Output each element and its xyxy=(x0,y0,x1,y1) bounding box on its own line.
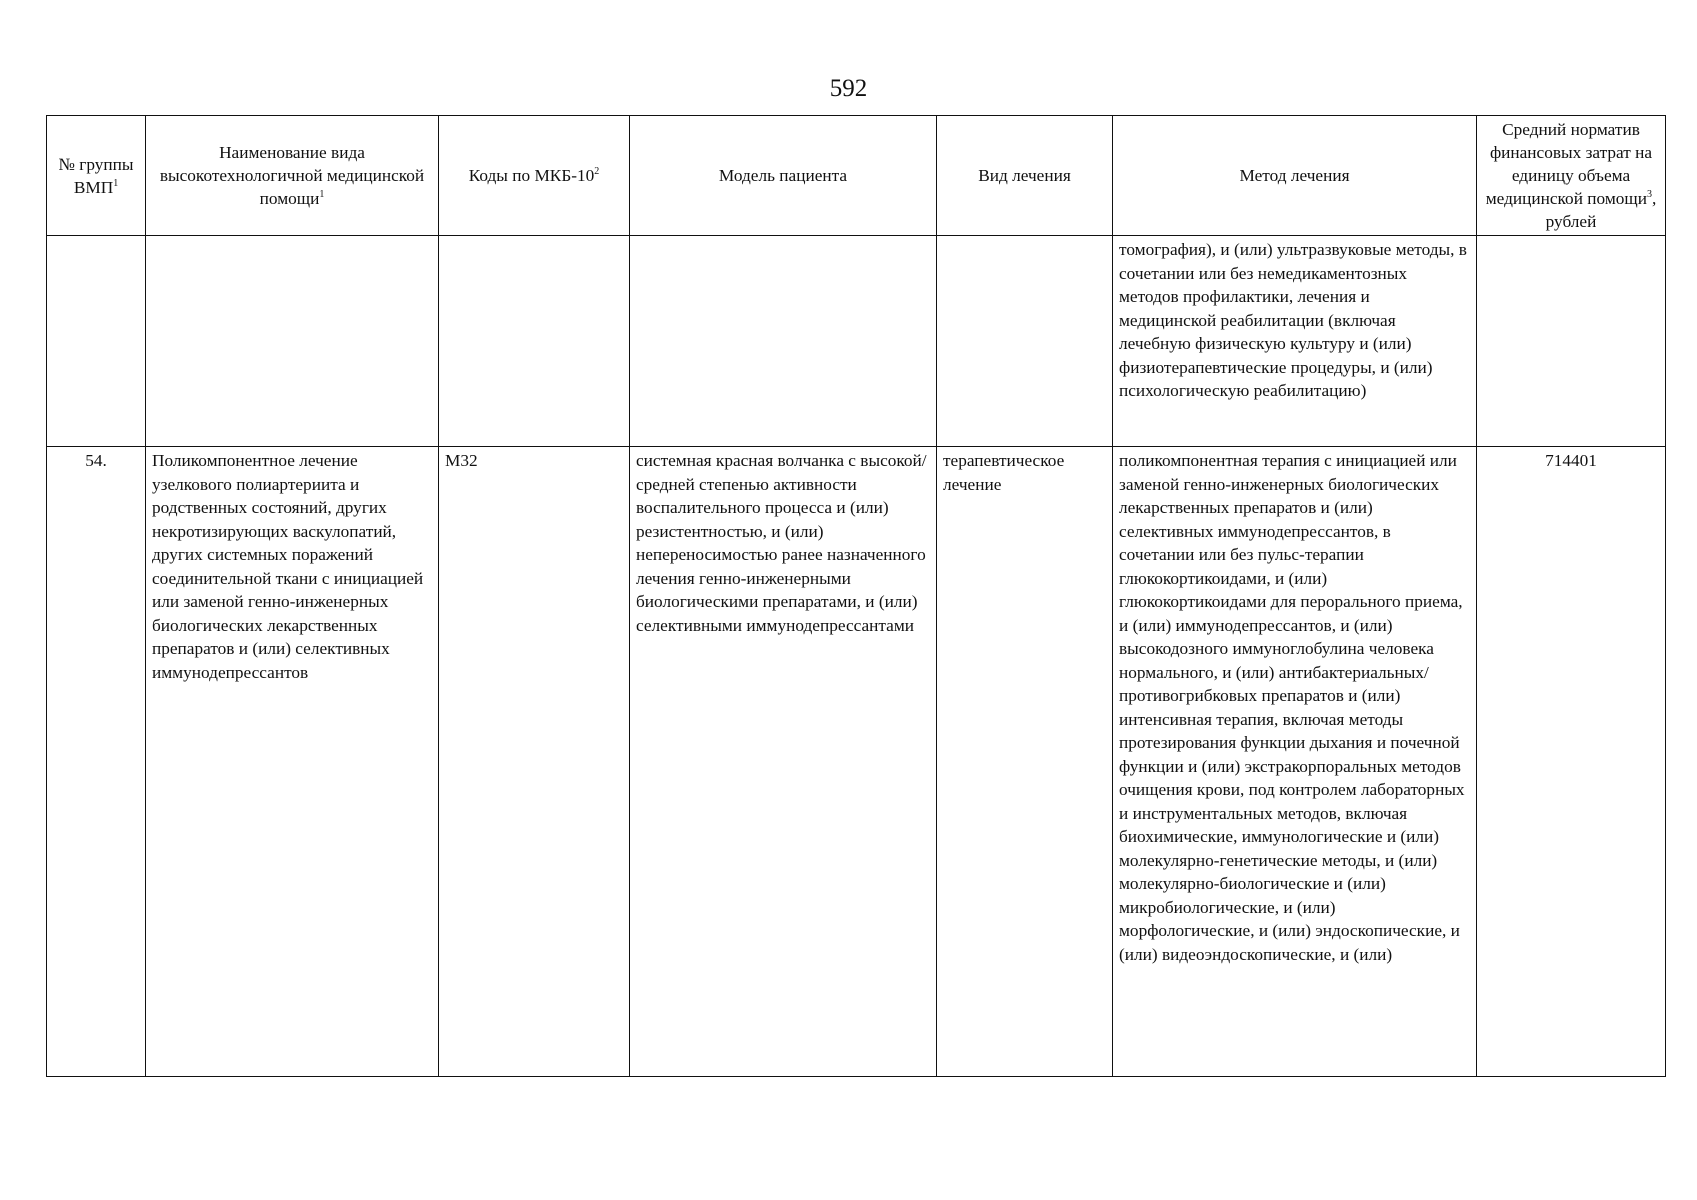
header-cost-standard: Средний норматив финансовых затрат на единицу объема медицинской помощи$^3$, рублей xyxy=(1477,116,1666,236)
cell-treatment-type: терапевтическое лечение xyxy=(937,447,1113,1077)
table-row xyxy=(47,236,1666,447)
page-number: 592 xyxy=(829,75,868,102)
header-patient-model: Модель пациента xyxy=(630,116,937,236)
cell-treatment-type xyxy=(937,236,1113,447)
table-row xyxy=(47,447,1666,1077)
header-treatment-type: Вид лечения xyxy=(937,116,1113,236)
cell-care-type-name: Поликомпонентное лечение узелкового полиартериита и родственных состояний, других некротизирующих васкулопатий, других системных поражений соединительной ткани с инициацией или заменой генно-инженерных биологических лекарственных препаратов и (или) селективных иммунодепрессантов xyxy=(146,447,439,1077)
cell-care-type-name xyxy=(146,236,439,447)
cell-cost-standard: 714401 xyxy=(1477,447,1666,1077)
cell-treatment-method: томография), и (или) ультразвуковые методы, в сочетании или без немедикаментозных методов профилактики, лечения и медицинской реабилитации (включая лечебную физическую культуру и (или) физиотерапевтические процедуры, и (или) психологическую реабилитацию) xyxy=(1113,236,1477,447)
header-icd-codes: Коды по МКБ-$10^2$ xyxy=(439,116,630,236)
cell-group-number xyxy=(47,236,146,447)
cell-treatment-method: поликомпонентная терапия с инициацией или заменой генно-инженерных биологических лекарственных препаратов и (или) селективных иммунодепрессантов, в сочетании или без пульс-терапии глюкокортикоидами, и (или) глюкокортикоидами для перорального приема, и (или) иммунодепрессантов, и (или) высокодозного иммуноглобулина человека нормального, и (или) антибактериальных/противогрибковых препаратов и (или) интенсивная терапия, включая методы протезирования функции дыхания и почечной функции и (или) экстракорпоральных методов очищения крови, под контролем лабораторных и инструментальных методов, включая биохимические, иммунологические и (или) молекулярно-генетические методы, и (или) молекулярно-биологические и (или) микробиологические, и (или) морфологические, и (или) эндоскопические, и (или) видеоэндоскопические, и (или) xyxy=(1113,447,1477,1077)
header-care-type-name: Наименование вида высокотехнологичной медицинской помощи$^1$ xyxy=(146,116,439,236)
header-group-number: № группы ВМП$^1$ xyxy=(47,116,146,236)
cell-group-number: 54. xyxy=(47,447,146,1077)
cell-icd-codes xyxy=(439,236,630,447)
cell-icd-codes: M32 xyxy=(439,447,630,1077)
cell-patient-model: системная красная волчанка с высокой/средней степенью активности воспалительного процесса и (или) резистентностью, и (или) непереносимостью ранее назначенного лечения генно-инженерными биологическими препаратами, и (или) селективными иммунодепрессантами xyxy=(630,447,937,1077)
cell-cost-standard xyxy=(1477,236,1666,447)
header-row xyxy=(47,116,1666,236)
cell-patient-model xyxy=(630,236,937,447)
vmp-table xyxy=(46,115,1666,1077)
header-treatment-method: Метод лечения xyxy=(1113,116,1477,236)
